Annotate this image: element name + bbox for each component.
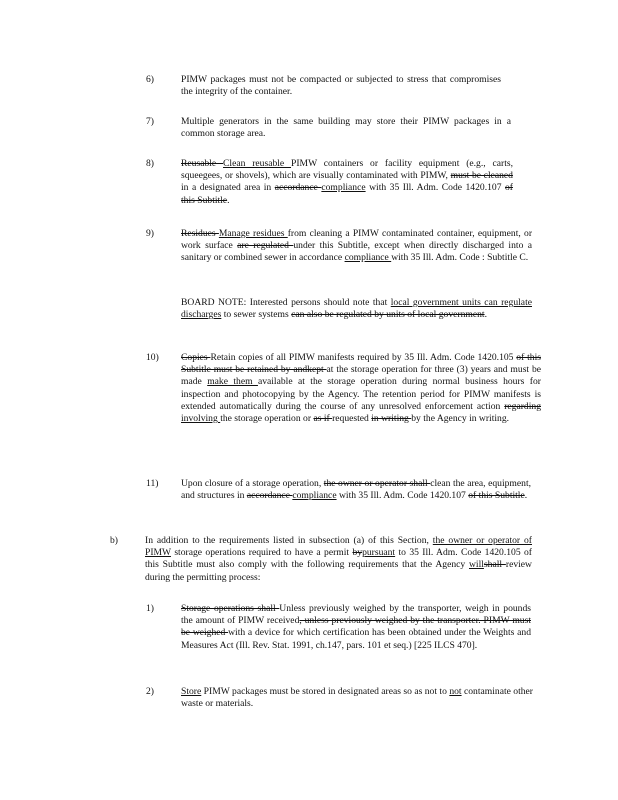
inserted-text: the owner or operator of PIMW [145,535,532,559]
deleted-text: in writing [371,413,412,425]
text-run: Upon closure of a storage operation, [181,478,324,489]
item-number: 11) [146,478,159,489]
item-number: 1) [146,603,154,614]
text-run: contaminate other waste or materials. [181,686,533,710]
text-run: with 35 Ill. Adm. Code 1420.107 [365,182,505,194]
text-run: with 35 Ill. Adm. Code 1420.107 [336,490,469,502]
text-run: with 35 Ill. Adm. Code : Subtitle C. [391,252,529,264]
text-run: clean the area, equipment, and structures in [181,478,532,502]
text-run: PIMW packages must not be compacted or subjected to stress that compromises the integrity of the container. [181,74,501,98]
list-item-text [181,686,533,710]
list-item-text [181,158,513,207]
list-item-text [181,352,541,425]
inserted-text: local government units can regulate discharges [181,297,532,321]
text-run: in a designated area in [181,182,275,194]
deleted-text: Storage operations shall [181,603,280,614]
text-run: under this Subtitle, except when directly discharged into a sanitary or combined sewer in accordance [181,240,532,264]
text-run: In addition to the requirements listed in subsection (a) of this Section, [145,535,433,546]
deleted-text: as if [313,413,333,425]
deleted-text: of this Subtitle must be retained by andkept [181,352,541,376]
inserted-text: Store [181,686,202,697]
inserted-text: not [449,686,462,697]
deleted-text: by [352,547,363,559]
list-item-text [145,535,532,584]
list-item-text [181,478,531,502]
deleted-text: regarding [504,400,541,412]
deleted-text: accordance [246,490,293,502]
item-number: 2) [146,686,154,697]
inserted-text: compliance [344,252,392,264]
list-item-text [181,74,501,98]
text-run: storage operations required to have a permit [170,547,353,559]
text-run: by the Agency in writing. [411,413,510,425]
inserted-text: pursuant [362,547,396,559]
inserted-text: compliance [292,490,337,502]
item-number: 6) [146,74,154,85]
inserted-text: Manage residues [218,228,288,239]
text-run: to sewer systems [221,309,292,321]
inserted-text: compliance [321,182,366,194]
text-run: the storage operation or [220,413,314,425]
text-run: Unless previously weighed by the transporter, weigh in pounds the amount of PIMW received [181,603,531,627]
deleted-text: the owner or operator shall [323,478,431,489]
deleted-text: are regulated [237,240,294,252]
deleted-text: must be cleaned [450,170,513,182]
text-run: to 35 Ill. Adm. Code 1420.105 of this Subtitle must also comply with the following requirements that the Agency [145,547,532,571]
item-number: b) [110,535,118,546]
deleted-text: of this Subtitle [181,182,513,206]
text-run: . [227,194,230,206]
item-number: 9) [146,228,154,239]
text-run: PIMW containers or facility equipment (e.g., carts, squeegees, or shovels), which are visually contaminated with PIMW, [181,158,513,182]
text-run: review during the permitting process: [145,559,532,583]
deleted-text: Copies [181,352,211,363]
inserted-text: make them [207,376,258,388]
text-run: at the storage operation for three (3) years and must be made [181,364,542,388]
item-number: 8) [146,158,154,169]
deleted-text: can also be regulated by units of local government [291,309,485,321]
board-note [181,297,532,321]
list-item-text [181,228,532,265]
deleted-text: Reusable [181,158,223,169]
deleted-text: , unless previously weighed by the transporter. PIMW must be weighed [181,615,531,639]
text-run: available at the storage operation during normal business hours for inspection and photocopying by the Agency. The retention period for PIMW manifests is extended automatically during the course of any unresolved enforcement action [181,376,541,412]
deleted-text: shall [483,559,506,571]
text-run: with a device for which certification has been obtained under the Weights and Measures Act (Ill. Rev. Stat. 1991, ch.147, pars. 101 et seq.) [225 ILCS 470]. [181,627,531,651]
text-run: requested [332,413,372,425]
text-run: from cleaning a PIMW contaminated container, equipment, or work surface [181,228,533,252]
text-run: Retain copies of all PIMW manifests required by 35 Ill. Adm. Code 1420.105 [210,352,517,363]
text-run: PIMW packages must be stored in designated areas so as not to [201,686,450,697]
inserted-text: involving [181,413,221,425]
list-item-text [181,116,511,140]
deleted-text: accordance [274,182,322,194]
item-number: 7) [146,116,154,127]
text-run: . [524,490,528,502]
item-number: 10) [146,352,159,363]
text-run: . [484,309,487,321]
deleted-text: Residues [181,228,219,239]
deleted-text: of this Subtitle [468,490,525,502]
text-run: Multiple generators in the same building may store their PIMW packages in a common storage area. [181,116,511,140]
list-item-text [181,603,531,652]
inserted-text: Clean reusable [223,158,292,169]
inserted-text: will [469,559,484,571]
text-run: BOARD NOTE: Interested persons should note that [181,297,391,308]
